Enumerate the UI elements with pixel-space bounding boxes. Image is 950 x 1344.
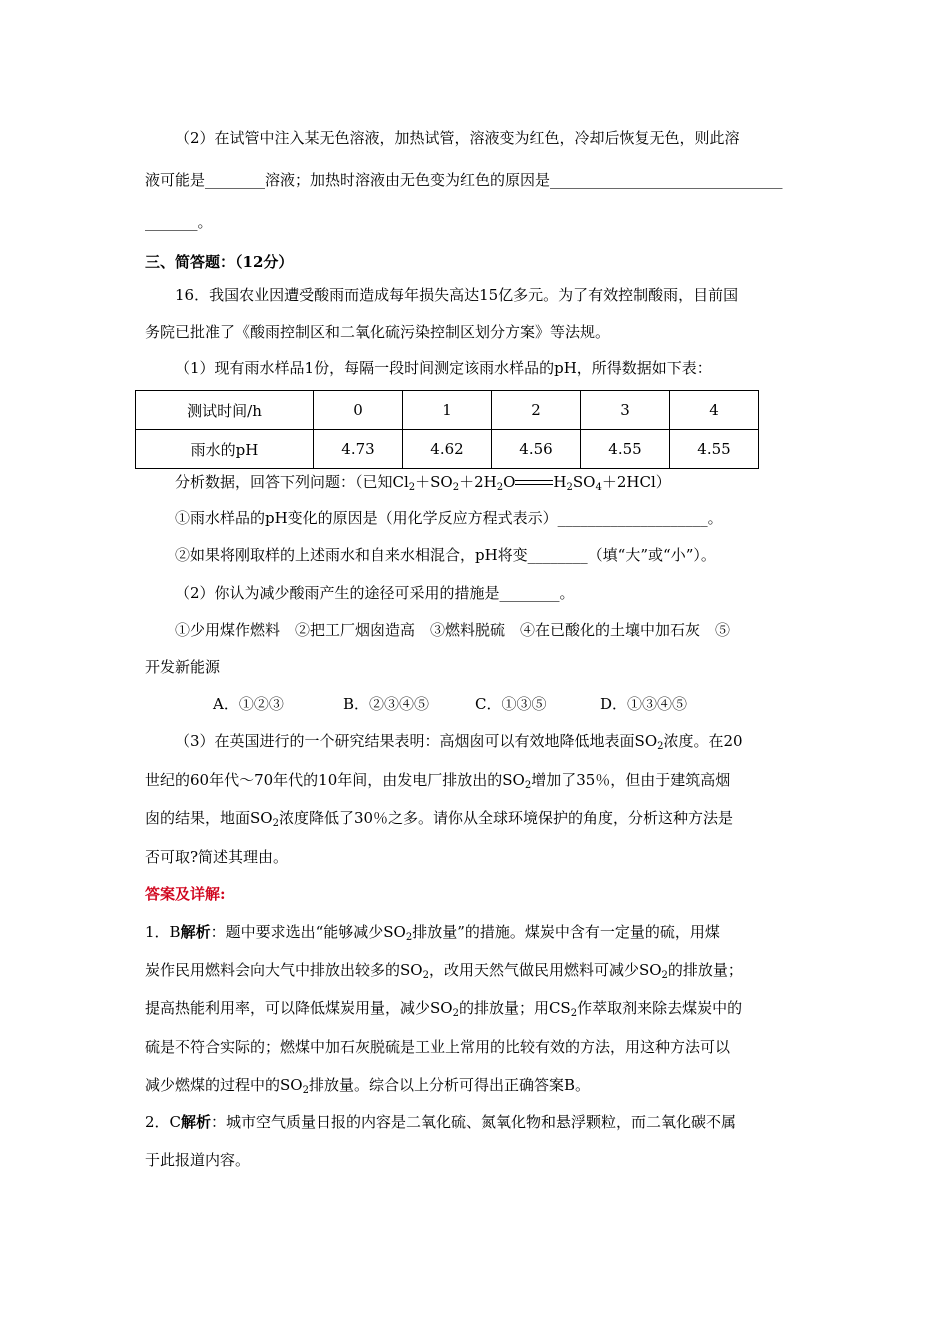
q15-part2-line3: _______。: [145, 213, 213, 231]
table-cell: 雨水的pH: [136, 430, 314, 469]
table-cell: 4.62: [403, 430, 492, 469]
option-a: A．①②③: [213, 695, 284, 713]
table-header-cell: 2: [492, 391, 581, 430]
answer2-line1: 2．C解析：城市空气质量日报的内容是二氧化硫、氮氧化物和悬浮颗粒，而二氧化碳不属: [145, 1113, 737, 1131]
answer2-line2: 于此报道内容。: [145, 1151, 251, 1169]
answer1-line4: 硫是不符合实际的；燃煤中加石灰脱硫是工业上常用的比较有效的方法，用这种方法可以: [145, 1038, 731, 1056]
q16-intro-line1: 16．我国农业因遭受酸雨而造成每年损失高达15亿多元。为了有效控制酸雨，目前国: [175, 286, 739, 304]
answer1-line2: 炭作民用燃料会向大气中排放出较多的$SO_2$，改用天然气做民用燃料可减少$SO_2$的排放量；: [145, 961, 743, 981]
option-b: B．②③④⑤: [343, 695, 430, 713]
option-c: C．①③⑤: [475, 695, 547, 713]
q16-measures-line1: ①少用煤作燃料 ②把工厂烟囱造高 ③燃料脱硫 ④在已酸化的土壤中加石灰 ⑤: [175, 621, 731, 639]
table-cell: 4.73: [314, 430, 403, 469]
table-cell: 4.55: [581, 430, 670, 469]
q16-part3-line4: 否可取?简述其理由。: [145, 848, 289, 866]
ph-data-table: [135, 390, 759, 469]
table-header-cell: 4: [670, 391, 759, 430]
q16-part3-line1: （3）在英国进行的一个研究结果表明：高烟囱可以有效地降低地表面$SO_2$浓度。在20: [175, 732, 743, 752]
q16-options: [213, 694, 687, 714]
table-cell: 4.55: [670, 430, 759, 469]
q15-part2-line1: （2）在试管中注入某无色溶液，加热试管，溶液变为红色，冷却后恢复无色，则此溶: [175, 129, 740, 147]
answer1-line1: 1．B解析：题中要求选出“能够减少$SO_2$排放量”的措施。煤炭中含有一定量的硫，用煤: [145, 923, 720, 943]
q16-subq1: ①雨水样品的pH变化的原因是（用化学反应方程式表示）____________________。: [175, 509, 723, 527]
table-row: [136, 391, 759, 430]
answer1-line5: 减少燃煤的过程中的$SO_2$排放量。综合以上分析可得出正确答案B。: [145, 1076, 590, 1096]
q16-part2: （2）你认为减少酸雨产生的途径可采用的措施是________。: [175, 584, 575, 602]
answer1-line3: 提高热能利用率，可以降低煤炭用量，减少$SO_2$的排放量；用$CS_2$作萃取剂来除去煤炭中的: [145, 999, 743, 1019]
table-header-cell: 0: [314, 391, 403, 430]
table-header-cell: 1: [403, 391, 492, 430]
table-header-cell: 3: [581, 391, 670, 430]
q16-part1: （1）现有雨水样品1份，每隔一段时间测定该雨水样品的pH，所得数据如下表：: [175, 359, 712, 377]
answers-title: 答案及详解:: [145, 885, 226, 903]
q16-part3-line3: 囱的结果，地面$SO_2$浓度降低了30％之多。请你从全球环境保护的角度，分析这种方法是: [145, 809, 734, 829]
q16-intro-line2: 务院已批准了《酸雨控制区和二氧化硫污染控制区划分方案》等法规。: [145, 323, 611, 341]
q16-subq2: ②如果将刚取样的上述雨水和自来水相混合，pH将变________（填“大”或“小”）。: [175, 546, 716, 564]
option-d: D．①③④⑤: [600, 695, 688, 713]
table-row: [136, 430, 759, 469]
table-header-cell: 测试时间/h: [136, 391, 314, 430]
q15-part2-line2: 液可能是________溶液；加热时溶液由无色变为红色的原因是_______________________________: [145, 171, 783, 189]
q16-part3-line2: 世纪的60年代～70年代的10年间，由发电厂排放出的$SO_2$增加了35％，但由于建筑高烟: [145, 771, 731, 791]
q16-measures-line2: 开发新能源: [145, 658, 221, 676]
table-cell: 4.56: [492, 430, 581, 469]
equation-equals-sign: [515, 478, 553, 488]
q16-analysis-line: 分析数据，回答下列问题：（已知$Cl_2+SO_2+2H_2O$ $H_2SO_4+2HCl$）: [175, 473, 671, 493]
section3-title: 三、简答题：（12分）: [145, 253, 294, 271]
